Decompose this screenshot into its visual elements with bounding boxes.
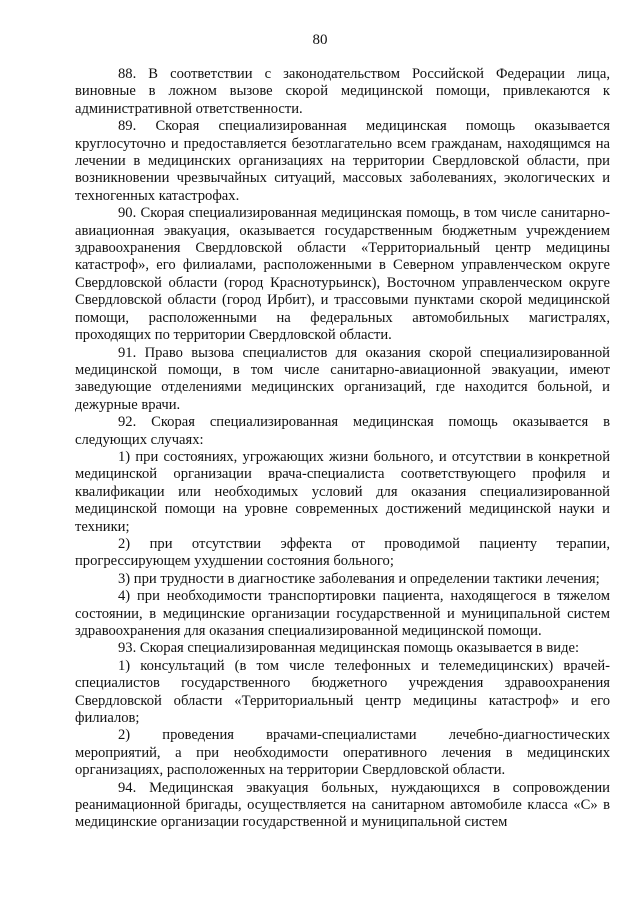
paragraph-93: 93. Скорая специализированная медицинская помощь оказывается в виде: — [118, 640, 580, 657]
paragraph-88: 88. В соответствии с законодательством Российской Федерации лица, виновные в ложном вызове скорой медицинской помощи, привлекаются к административной ответственности. — [75, 66, 610, 117]
document-body — [75, 66, 610, 832]
paragraph-90: 90. Скорая специализированная медицинская помощь, в том числе санитарно-авиационная эвакуация, оказывается государственным бюджетным учреждением здравоохранения Свердловской области «Территориальный центр медицины катастроф», его филиалами, расположенными в Северном управленческом округе Свердловской области (город Краснотурьинск), Восточном управленческом округе Свердловской области (город Ирбит), и трассовыми пунктами скорой медицинской помощи, расположенными на федеральных автомобильных магистралях, проходящих по территории Свердловской области. — [75, 205, 610, 344]
paragraph-92-item-2: 2) при отсутствии эффекта от проводимой пациенту терапии, прогрессирующем ухудшении состояния больного; — [75, 535, 610, 570]
paragraph-92: 92. Скорая специализированная медицинская помощь оказывается в следующих случаях: — [75, 414, 610, 448]
paragraph-93-item-2: 2) проведения врачами-специалистами лечебно-диагностических мероприятий, а при необходимости оперативного лечения в медицинских организациях, расположенных на территории Свердловской области. — [75, 727, 610, 779]
paragraph-92-item-4: 4) при необходимости транспортировки пациента, находящегося в тяжелом состоянии, в медицинские организации государственной и муниципальной систем здравоохранения для оказания специализированной медицинской помощи. — [75, 588, 610, 639]
page-number: 80 — [312, 32, 328, 48]
paragraph-92-item-3: 3) при трудности в диагностике заболевания и определении тактики лечения; — [118, 570, 600, 587]
paragraph-91: 91. Право вызова специалистов для оказания скорой специализированной медицинской помощи, в том числе санитарно-авиационной эвакуации, имеют заведующие отделениями медицинских организаций, где находится больной, и дежурные врачи. — [75, 344, 610, 413]
paragraph-92-item-1: 1) при состояниях, угрожающих жизни больного, и отсутствии в конкретной медицинской организации врача-специалиста соответствующего профиля и квалификации или необходимых условий для оказания специализированной медицинской помощи на уровне современных достижений медицинской науки и техники; — [75, 448, 610, 535]
paragraph-94: 94. Медицинская эвакуация больных, нуждающихся в сопровождении реанимационной бригады, осуществляется на санитарном автомобиле класса «С» в медицинские организации государственной и муниципальной систем — [75, 779, 610, 831]
paragraph-93-item-1: 1) консультаций (в том числе телефонных и телемедицинских) врачей-специалистов государственного бюджетного учреждения здравоохранения Свердловской области «Территориальный центр медицины катастроф» и его филиалов; — [75, 657, 610, 727]
paragraph-89: 89. Скорая специализированная медицинская помощь оказывается круглосуточно и предоставляется безотлагательно всем гражданам, находящимся на лечении в медицинских организациях на территории Свердловской области, при возникновении чрезвычайных ситуаций, массовых заболеваниях, экологических и техногенных катастрофах. — [75, 118, 610, 204]
